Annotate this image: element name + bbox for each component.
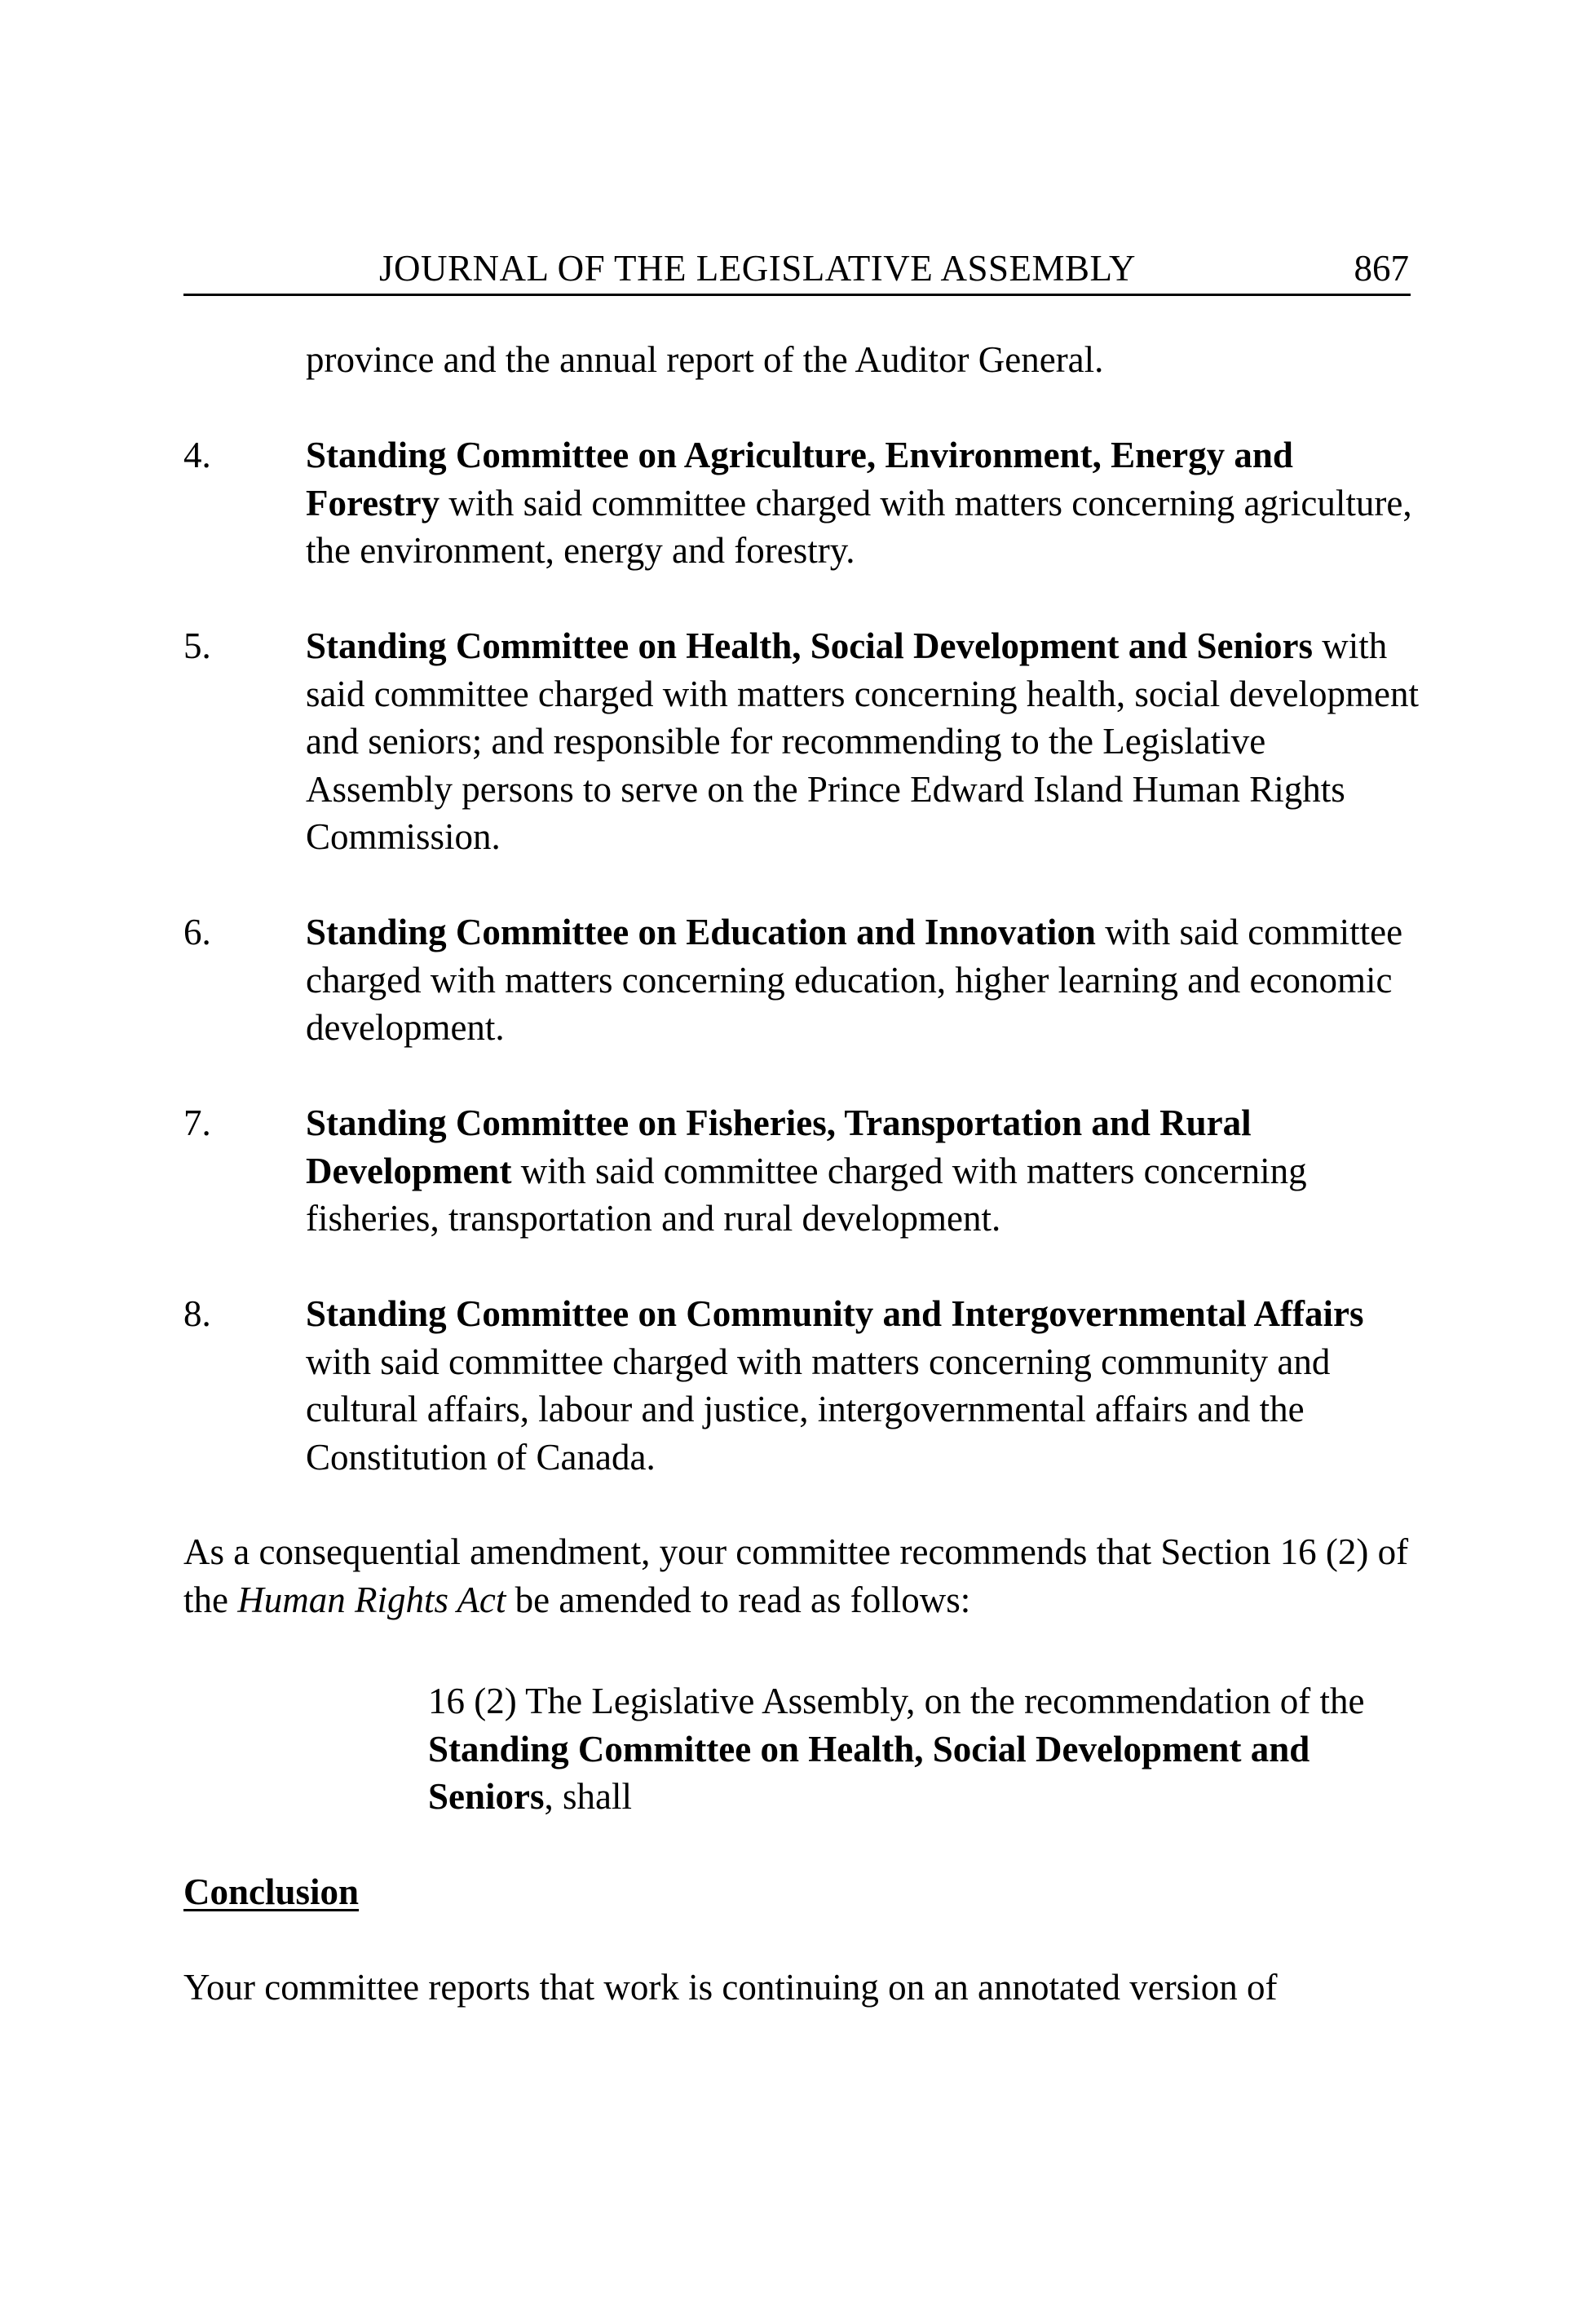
committee-description: with said committee charged with matters concerning agriculture, the environment, energy and forestry. [306,482,1412,571]
quoted-section [428,1677,1407,1821]
committee-description: with said committee charged with matters concerning education, higher learning and economic development. [306,912,1403,1048]
committee-name: Standing Committee on Agriculture, Environment, Energy and Forestry [306,435,1293,524]
item-body [306,622,1419,861]
item-body [306,431,1419,575]
conclusion-paragraph: Your committee reports that work is continuing on an annotated version of [183,1967,1278,2008]
item-body [306,1099,1419,1243]
quote-text: 16 (2) The Legislative Assembly, on the recommendation of the [428,1681,1365,1721]
page-number: 867 [1354,248,1409,289]
conclusion-heading: Conclusion [183,1871,360,1912]
quote-text-end: , shall [544,1776,633,1817]
item-number: 8. [183,1293,211,1334]
item-number: 7. [183,1102,211,1143]
item-number: 5. [183,625,211,666]
act-name: Human Rights Act [237,1579,506,1620]
item-number: 4. [183,435,211,475]
amendment-text: As a consequential amendment, your committee recommends that Section 16 (2) of the [183,1531,1409,1620]
quote-committee-name: Standing Committee on Health, Social Development and Seniors [428,1728,1310,1817]
committee-name: Standing Committee on Health, Social Development and Seniors [306,625,1314,666]
item-body [306,908,1419,1052]
committee-name: Standing Committee on Fisheries, Transportation and Rural Development [306,1102,1252,1191]
page-header [183,243,1411,296]
committee-name: Standing Committee on Community and Intergovernmental Affairs [306,1293,1364,1334]
committee-description: with said committee charged with matters concerning fisheries, transportation and rural development. [306,1150,1307,1239]
committee-name: Standing Committee on Education and Innovation [306,912,1096,952]
item-number: 6. [183,912,211,952]
amendment-text-end: be amended to read as follows: [506,1579,971,1620]
item-body [306,1290,1419,1481]
continuation-text: province and the annual report of the Auditor General. [306,339,1104,380]
amendment-paragraph [183,1528,1419,1624]
journal-title: JOURNAL OF THE LEGISLATIVE ASSEMBLY [379,248,1137,289]
committee-description: with said committee charged with matters concerning community and cultural affairs, labour and justice, intergovernmental affairs and the Constitution of Canada. [306,1341,1331,1478]
committee-description: with said committee charged with matters concerning health, social development and seniors; and responsible for recommending to the Legislative Assembly persons to serve on the Prince Edward Island Human Rights Commission. [306,625,1419,857]
